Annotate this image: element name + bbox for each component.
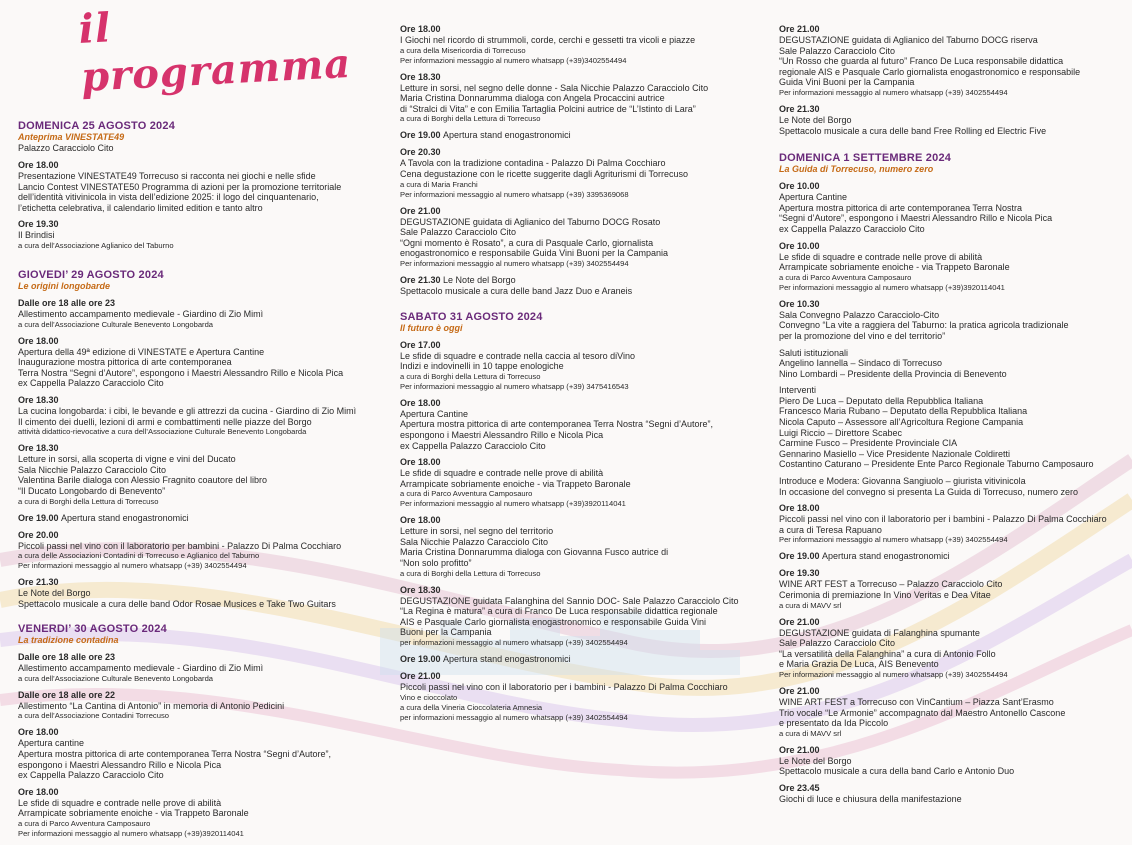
day-title: SABATO 31 AGOSTO 2024: [400, 310, 543, 323]
event-line: a cura di Teresa Rapuano: [779, 524, 882, 535]
event-line: Spettacolo musicale a cura delle band Free Rolling ed Electric Five: [779, 125, 1047, 136]
event-item: [779, 241, 1124, 293]
event-time-label: Ore 21.00: [400, 205, 441, 216]
event-line: Indizi e indovinelli in 10 tappe enologiche: [400, 361, 564, 372]
event-line: Sale Palazzo Caracciolo Cito: [779, 638, 896, 649]
event-item: [779, 24, 1124, 98]
event-line: per la promozione del vino e del territorio”: [779, 330, 946, 341]
event-time-label: Dalle ore 18 alle ore 22: [18, 689, 116, 700]
event-time: [779, 568, 1124, 579]
event-line: a cura di Borghi della Lettura di Torrecuso: [400, 568, 541, 578]
event-line: Spettacolo musicale a cura delle band Odor Rosae Musices e Take Two Guitars: [18, 598, 336, 609]
event-time-label: Ore 21.00: [779, 616, 820, 627]
event-line: Giochi di luce e chiusura della manifestazione: [779, 793, 962, 804]
event-item: [400, 398, 750, 451]
event-item: [779, 503, 1124, 545]
event-line: Apertura mostra pittorica di arte contemporanea Terra Nostra “Segni d’Autore”,: [18, 749, 331, 760]
event-item: [400, 515, 750, 578]
days-container: [779, 24, 1124, 805]
event-line: WINE ART FEST a Torrecuso con VinCantium – Piazza Sant’Erasmo: [779, 696, 1054, 707]
event-item: [400, 147, 750, 199]
event-line: espongono i Maestri Alessandro Rillo e Nicola Pica: [400, 429, 604, 440]
event-time-label: Ore 21.00: [779, 24, 820, 34]
program-column-1: [18, 0, 363, 845]
event-item: [18, 577, 363, 609]
event-item: [400, 457, 750, 509]
event-line: WINE ART FEST a Torrecuso – Palazzo Caracciolo Cito: [779, 579, 1003, 590]
event-line: Per informazioni messaggio al numero whatsapp (+39)3920114041: [400, 499, 626, 509]
day-section: [779, 24, 1124, 136]
event-item: [18, 530, 363, 572]
event-line: “Non solo profitto”: [400, 558, 472, 569]
event-line: Piccoli passi nel vino con il laboratorio per i bambini - Palazzo Di Palma Cocchiaro: [400, 682, 728, 693]
event-time: [400, 585, 750, 596]
event-line: Per informazioni messaggio al numero whatsapp (+39)3920114041: [18, 829, 244, 839]
event-line: Allestimento “La Cantina di Antonio” in memoria di Antonio Pedicini: [18, 700, 285, 711]
event-time: [400, 340, 750, 351]
event-line: DEGUSTAZIONE guidata Falanghina del Sannio DOC- Sale Palazzo Caracciolo Cito: [400, 595, 739, 606]
event-line: a cura dell’Associazione Contadini Torrecuso: [18, 711, 169, 721]
event-time-label: Dalle ore 18 alle ore 23: [18, 297, 116, 308]
event-line: di “Stralci di Vita” e con Emilia Tartaglia Polcini autrice de “L’Istinto di Lara”: [400, 103, 696, 114]
event-line: Le sfide di squadre e contrade nella caccia al tesoro diVino: [400, 350, 635, 361]
event-line: Le sfide di squadre e contrade nelle prove di abilità: [400, 468, 604, 479]
event-line: Apertura Cantine: [400, 408, 469, 419]
event-line: Nicola Caputo – Assessore all’Agricoltura Regione Campania: [779, 417, 1024, 428]
event-time-label: Ore 21.30: [18, 577, 59, 588]
event-time-label: Ore 19.00: [18, 512, 59, 523]
event-line: Per informazioni messaggio al numero whatsapp (+39) 3475416543: [400, 381, 629, 391]
event-line: DEGUSTAZIONE guidata di Aglianico del Taburno DOCG Rosato: [400, 216, 661, 227]
event-time-label: Ore 18.00: [18, 160, 59, 170]
event-line: “La versatilità della Falanghina” a cura di Antonio Follo: [779, 648, 996, 659]
event-line: Letture in sorsi, nel segno delle donne - Sala Nicchie Palazzo Caracciolo Cito: [400, 82, 709, 93]
event-line: DEGUSTAZIONE guidata di Falanghina spumante: [779, 627, 980, 638]
event-line: Le sfide di squadre e contrade nelle prove di abilità: [779, 251, 983, 262]
event-time-label: Ore 18.00: [18, 727, 59, 738]
event-item: [18, 787, 363, 839]
event-time: [18, 395, 363, 406]
event-line: Sale Palazzo Caracciolo Cito: [779, 45, 896, 56]
event-time: [400, 654, 750, 665]
event-time-label: Ore 21.30: [400, 274, 441, 285]
event-line: Apertura mostra pittorica di arte contemporanea Terra Nostra: [779, 202, 1022, 213]
event-item: [18, 652, 363, 684]
event-line: Trio vocale “Le Armonie” accompagnato dal Maestro Antonello Cascone: [779, 707, 1066, 718]
day-title: DOMENICA 25 AGOSTO 2024: [18, 120, 176, 132]
event-line: Maria Cristina Donnarumma dialoga con Angela Procaccini autrice: [400, 93, 665, 104]
event-time-label: Ore 17.00: [400, 339, 441, 350]
event-item: [779, 551, 1124, 562]
day-place: Palazzo Caracciolo Cito: [18, 143, 114, 153]
event-line: a cura di Borghi della Lettura di Torrecuso: [400, 114, 541, 124]
event-line: enogastronomico e responsabile Guida Vini Buoni per la Campania: [400, 248, 669, 259]
event-time-label: Ore 18.30: [18, 394, 59, 405]
event-time: [18, 577, 363, 588]
event-line: “Il Ducato Longobardo di Benevento”: [18, 485, 166, 496]
event-time: [779, 617, 1124, 628]
event-line: Per informazioni messaggio al numero whatsapp (+39) 3402554494: [779, 535, 1008, 545]
event-line: Le Note del Borgo: [18, 588, 91, 599]
event-line: Luigi Riccio – Direttore Scabec: [779, 427, 903, 438]
event-line: Nino Lombardi – Presidente della Provincia di Benevento: [779, 368, 1007, 379]
event-line: Le sfide di squadre e contrade nelle prove di abilità: [18, 797, 222, 808]
days-container: [18, 120, 363, 839]
event-inline-text: Apertura stand enogastronomici: [61, 512, 189, 523]
event-time: [779, 24, 1124, 35]
event-line: per informazioni messaggio al numero whatsapp (+39) 3402554494: [400, 638, 628, 648]
event-time: [779, 241, 1124, 252]
event-line: Per informazioni messaggio al numero whatsapp (+39) 3395369068: [400, 189, 629, 199]
event-item: [18, 298, 363, 330]
event-line: a cura di Maria Franchi: [400, 179, 478, 189]
event-line: I Giochi nel ricordo di strummoli, corde, cerchi e gessetti tra vicoli e piazze: [400, 35, 696, 45]
event-line: Per informazioni messaggio al numero whatsapp (+39) 3402554494: [18, 561, 247, 571]
event-line: a cura di Borghi della Lettura di Torrecuso: [400, 371, 541, 381]
event-line: Le Note del Borgo: [779, 755, 852, 766]
event-time-label: Ore 18.00: [18, 335, 59, 346]
day-section: [400, 311, 750, 723]
event-line: Le Note del Borgo: [779, 114, 852, 125]
event-item: [18, 690, 363, 722]
event-line: regionale AIS e Pasquale Carlo giornalista enogastronomico e responsabile: [779, 66, 1081, 77]
event-line: Arrampicate sobriamente enoiche - via Trappeto Baronale: [779, 262, 1010, 273]
event-line: “Ogni momento è Rosato”, a cura di Pasquale Carlo, giornalista: [400, 237, 654, 248]
event-line: “Segni d’Autore”, espongono i Maestri Alessandro Rillo e Nicola Pica: [779, 213, 1053, 224]
event-line: a cura dell’Associazione Culturale Benevento Longobarda: [18, 673, 214, 683]
event-line: “Un Rosso che guarda al futuro” Franco De Luca responsabile didattica: [779, 56, 1064, 67]
event-time-label: Ore 23.45: [779, 782, 820, 793]
event-time-label: Ore 10.30: [779, 298, 820, 309]
event-time: [779, 551, 1124, 562]
day-subtitle: Le origini longobarde: [18, 280, 110, 291]
event-time: [400, 671, 750, 682]
event-line: Allestimento accampamento medievale - Giardino di Zio Mimì: [18, 663, 264, 674]
event-line: Per informazioni messaggio al numero whatsapp (+39)3402554494: [400, 55, 627, 65]
event-line: Sala Convegno Palazzo Caracciolo-Cito: [779, 309, 940, 320]
event-item: [779, 104, 1124, 136]
event-line: Apertura mostra pittorica di arte contemporanea Terra Nostra “Segni d’Autore”,: [400, 419, 713, 430]
event-line: a cura di Parco Avventura Camposauro: [779, 272, 912, 282]
day-section: [779, 152, 1124, 804]
event-line: ex Cappella Palazzo Caracciolo Cito: [400, 440, 546, 451]
event-time: [400, 275, 750, 286]
event-line: Lancio Contest VINESTATE50 Programma di azioni per la promozione territoriale: [18, 181, 342, 192]
day-section: [18, 269, 363, 609]
event-time: [400, 72, 750, 83]
event-line: Arrampicate sobriamente enoiche - via Trappeto Baronale: [18, 808, 249, 819]
day-subtitle: Anteprima VINESTATE49: [18, 132, 125, 142]
event-item: [779, 783, 1124, 805]
event-time-label: Ore 18.00: [779, 503, 820, 514]
day-subtitle: La tradizione contadina: [18, 635, 119, 646]
event-line: a cura di MAVV srl: [779, 728, 842, 738]
event-time-label: Ore 18.00: [400, 457, 441, 468]
event-time-label: Ore 19.00: [400, 130, 441, 141]
event-line: ex Cappella Palazzo Caracciolo Cito: [18, 378, 164, 389]
event-line: Apertura Cantine: [779, 192, 848, 203]
event-line: Guida Vini Buoni per la Campania: [779, 77, 915, 88]
event-line: Per informazioni messaggio al numero whatsapp (+39)3920114041: [779, 282, 1005, 292]
event-time-label: Ore 18.00: [400, 515, 441, 526]
event-line: AIS e Pasquale Carlo giornalista enogastronomico e responsabile Guida Vini: [400, 616, 707, 627]
event-line: per informazioni messaggio al numero whatsapp (+39) 3402554494: [400, 712, 628, 722]
event-line: attività didattico-rievocative a cura dell’Associazione Culturale Benevento Longobarda: [18, 427, 307, 437]
event-time: [779, 299, 1124, 310]
event-line: DEGUSTAZIONE guidata di Aglianico del Taburno DOCG riserva: [779, 35, 1038, 45]
event-time: [18, 513, 363, 524]
event-item: [18, 395, 363, 437]
event-line: a cura dell’Associazione Culturale Benevento Longobarda: [18, 319, 214, 329]
event-line: Piero De Luca – Deputato della Repubblica Italiana: [779, 395, 984, 406]
event-time: [400, 130, 750, 141]
event-time: [18, 298, 363, 309]
event-time: [18, 787, 363, 798]
program-column-3: [779, 0, 1124, 811]
event-item: [779, 181, 1124, 234]
event-time: [18, 443, 363, 454]
event-line: e presentato da Ida Piccolo: [779, 718, 889, 729]
event-time: [779, 503, 1124, 514]
event-line: l’etichetta celebrativa, il calendario limited edition e tanto altro: [18, 202, 263, 213]
event-line: Per informazioni messaggio al numero whatsapp (+39) 3402554494: [779, 669, 1008, 679]
event-line: Terra Nostra “Segni d’Autore”, espongono i Maestri Alessandro Rillo e Nicola Pica: [18, 367, 344, 378]
event-item: [18, 219, 363, 251]
event-time-label: Ore 18.30: [18, 443, 59, 454]
event-line: a cura di Borghi della Lettura di Torrecuso: [18, 496, 159, 506]
event-item: [18, 443, 363, 506]
event-line: Introduce e Modera: Giovanna Sangiuolo – giurista vitivinicola: [779, 476, 1026, 487]
event-line: La cucina longobarda: i cibi, le bevande e gli attrezzi da cucina - Giardino di Zio Mimì: [18, 405, 357, 416]
event-time: [18, 219, 363, 230]
event-time: [18, 690, 363, 701]
event-item: [779, 686, 1124, 739]
event-line: Per informazioni messaggio al numero whatsapp (+39) 3402554494: [779, 87, 1008, 97]
event-item: [18, 727, 363, 780]
event-inline-text: Apertura stand enogastronomici: [443, 654, 571, 665]
event-line: Costantino Caturano – Presidente Ente Parco Regionale Taburno Camposauro: [779, 459, 1094, 470]
event-line: Piccoli passi nel vino con il laboratorio per bambini - Palazzo Di Palma Cocchiaro: [18, 540, 342, 551]
day-title: GIOVEDI’ 29 AGOSTO 2024: [18, 268, 164, 281]
event-line: Spettacolo musicale a cura della band Carlo e Antonio Duo: [779, 766, 1015, 777]
event-item: [18, 513, 363, 524]
event-line: a cura della Misericordia di Torrecuso: [400, 45, 526, 55]
event-time-label: Ore 19.30: [18, 219, 59, 230]
event-line: Apertura della 49ª edizione di VINESTATE e Apertura Cantine: [18, 346, 265, 357]
event-time: [779, 783, 1124, 794]
event-item: [400, 206, 750, 269]
program-column-2: [400, 0, 750, 729]
event-line: Spettacolo musicale a cura delle band Jazz Duo e Araneis: [400, 285, 633, 296]
event-time: [18, 530, 363, 541]
event-line: dell’identità vitivinicola in vista dell’edizione 2025: il logo del cinquantenario,: [18, 192, 319, 203]
event-line: a cura di MAVV srl: [779, 600, 842, 610]
event-time-label: Ore 19.30: [779, 568, 820, 579]
event-time-label: Ore 18.00: [400, 397, 441, 408]
event-time: [18, 727, 363, 738]
event-time: [400, 24, 750, 35]
event-item: [400, 275, 750, 297]
event-time-label: Ore 21.30: [779, 103, 820, 114]
event-line: Letture in sorsi, nel segno del territorio: [400, 526, 554, 537]
event-time-label: Ore 10.00: [779, 181, 820, 192]
event-item: [18, 336, 363, 389]
day-subtitle: Il futuro è oggi: [400, 322, 463, 333]
event-line: Per informazioni messaggio al numero whatsapp (+39) 3402554494: [400, 258, 629, 268]
event-line: espongono i Maestri Alessandro Rillo e Nicola Pica: [18, 759, 222, 770]
event-time-label: Ore 18.30: [400, 584, 441, 595]
event-line: Saluti istituzionali: [779, 347, 849, 358]
page-title: il programma: [77, 4, 353, 101]
event-line: Vino e cioccolato: [400, 692, 458, 702]
event-line: Cerimonia di premiazione In Vino Veritas e Dea Vitae: [779, 590, 991, 600]
event-time: [779, 181, 1124, 192]
day-section: [18, 623, 363, 839]
event-line: Presentazione VINESTATE49 Torrecuso si racconta nei giochi e nelle sfide: [18, 171, 316, 181]
event-line: Sala Nicchie Palazzo Caracciolo Cito: [400, 536, 549, 547]
event-item: [400, 130, 750, 141]
day-section: [400, 24, 750, 297]
days-container: [400, 24, 750, 723]
event-line: Arrampicate sobriamente enoiche - via Trappeto Baronale: [400, 478, 631, 489]
day-title: VENERDI’ 30 AGOSTO 2024: [18, 623, 167, 636]
event-time-label: Ore 18.30: [400, 71, 441, 82]
event-time: [18, 336, 363, 347]
event-time: [400, 147, 750, 158]
event-inline-text: Le Note del Borgo: [443, 274, 516, 285]
event-time-label: Ore 21.00: [400, 671, 441, 682]
event-line: Piccoli passi nel vino con il laboratorio per i bambini - Palazzo Di Palma Cocchiaro: [779, 514, 1107, 525]
event-line: A Tavola con la tradizione contadina - Palazzo Di Palma Cocchiaro: [400, 158, 666, 169]
event-line: Interventi: [779, 385, 817, 396]
event-time: [400, 515, 750, 526]
event-line: Cena degustazione con le ricette suggerite dagli Agriturismi di Torrecuso: [400, 168, 688, 179]
event-time: [779, 745, 1124, 756]
event-line: Valentina Barile dialoga con Alessio Fragnito coautore del libro: [18, 475, 267, 486]
event-time: [18, 652, 363, 663]
event-line: Angelino Iannella – Sindaco di Torrecuso: [779, 358, 942, 369]
day-section: [18, 120, 363, 251]
event-time-label: Ore 10.00: [779, 240, 820, 251]
event-line: a cura delle Associazioni Contadini di Torrecuso e Aglianico del Taburno: [18, 551, 260, 561]
event-line: ex Cappella Palazzo Caracciolo Cito: [779, 223, 925, 234]
event-time: [18, 160, 363, 171]
event-time-label: Ore 21.00: [779, 744, 820, 755]
event-time: [400, 206, 750, 217]
event-line: Il cimento dei duelli, lezioni di armi e combattimenti nelle piazze del Borgo: [18, 416, 312, 427]
event-line: Convegno “La vite a raggiera del Taburno: la pratica agricola tradizionale: [779, 320, 1069, 331]
event-line: Sale Palazzo Caracciolo Cito: [400, 227, 517, 238]
event-time-label: Ore 20.30: [400, 147, 441, 158]
event-item: [779, 745, 1124, 777]
event-line: a cura dell’Associazione Aglianico del Taburno: [18, 240, 174, 250]
event-line: Buoni per la Campania: [400, 627, 492, 638]
event-time-label: Ore 18.00: [400, 24, 441, 34]
event-line: Sala Nicchie Palazzo Caracciolo Cito: [18, 464, 167, 475]
event-line: Maria Cristina Donnarumma dialoga con Giovanna Fusco autrice di: [400, 547, 669, 558]
event-item: [779, 299, 1124, 498]
event-time-label: Ore 18.00: [18, 786, 59, 797]
event-time: [400, 398, 750, 409]
event-item: [400, 654, 750, 665]
event-item: [18, 160, 363, 213]
event-item: [400, 585, 750, 648]
event-line: a cura di Parco Avventura Camposauro: [400, 489, 533, 499]
event-line: Il Brindisi: [18, 230, 55, 241]
event-item: [400, 340, 750, 392]
event-item: [400, 72, 750, 125]
event-item: [400, 24, 750, 66]
event-line: Letture in sorsi, alla scoperta di vigne e vini del Ducato: [18, 454, 236, 465]
event-line: Francesco Maria Rubano – Deputato della Repubblica Italiana: [779, 406, 1028, 417]
event-line: In occasione del convegno si presenta La Guida di Torrecuso, numero zero: [779, 486, 1079, 497]
day-subtitle: La Guida di Torrecuso, numero zero: [779, 164, 934, 175]
event-time: [779, 104, 1124, 115]
event-line: Apertura cantine: [18, 738, 85, 749]
event-line: ex Cappella Palazzo Caracciolo Cito: [18, 770, 164, 781]
event-line: Allestimento accampamento medievale - Giardino di Zio Mimì: [18, 308, 264, 319]
event-time: [779, 686, 1124, 697]
event-line: Gennarino Masiello – Vice Presidente Nazionale Coldiretti: [779, 448, 1010, 459]
event-time-label: Ore 21.00: [779, 685, 820, 696]
event-time-label: Ore 20.00: [18, 529, 59, 540]
event-item: [779, 617, 1124, 680]
event-item: [400, 671, 750, 723]
event-line: a cura della Vineria Cioccolateria Amnesia: [400, 702, 543, 712]
event-line: e Maria Grazia De Luca, AIS Benevento: [779, 659, 939, 670]
event-time-label: Ore 19.00: [779, 551, 820, 562]
event-line: a cura di Parco Avventura Camposauro: [18, 819, 151, 829]
event-item: [779, 568, 1124, 610]
event-line: Carmine Fusco – Presidente Provinciale CIA: [779, 438, 958, 449]
event-line: “La Regina è matura” a cura di Franco De Luca responsabile didattica regionale: [400, 606, 718, 617]
event-time: [400, 457, 750, 468]
event-time-label: Ore 19.00: [400, 654, 441, 665]
event-time-label: Dalle ore 18 alle ore 23: [18, 652, 116, 663]
event-line: Inaugurazione mostra pittorica di arte contemporanea: [18, 357, 232, 368]
event-inline-text: Apertura stand enogastronomici: [443, 130, 571, 141]
event-inline-text: Apertura stand enogastronomici: [822, 551, 950, 562]
day-title: DOMENICA 1 SETTEMBRE 2024: [779, 152, 952, 165]
